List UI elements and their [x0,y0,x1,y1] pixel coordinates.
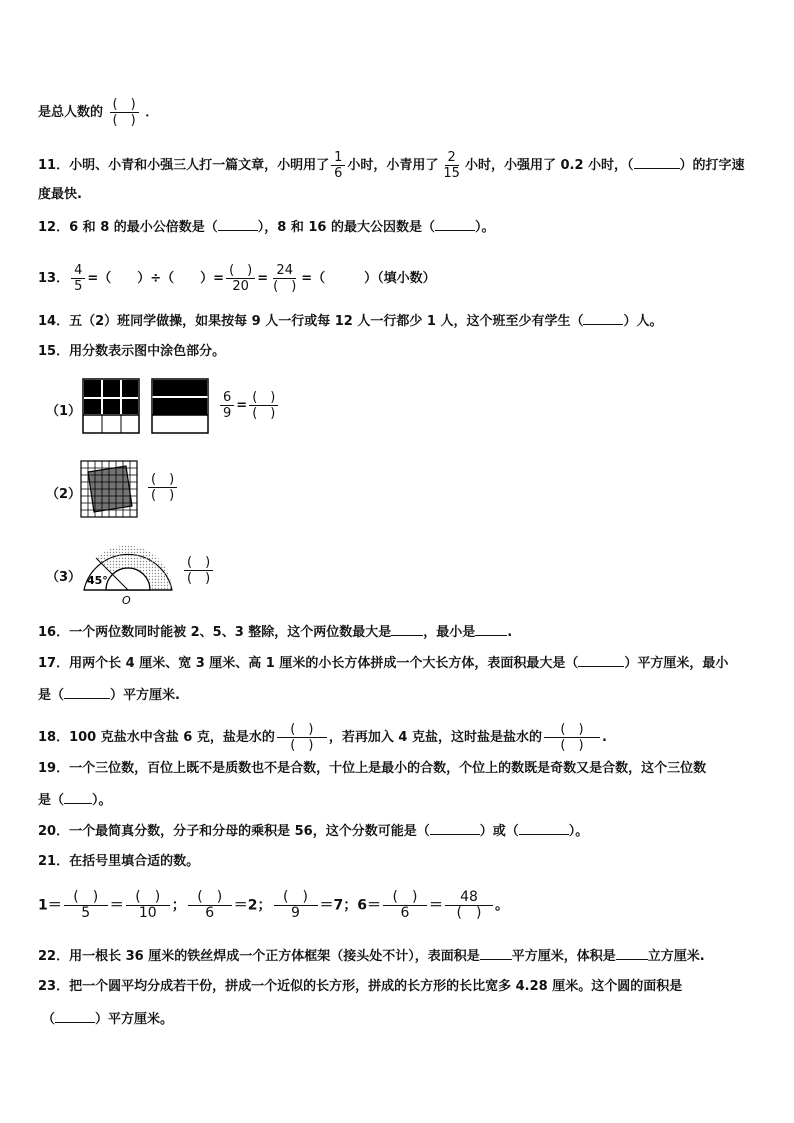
q23-text-b: （ [42,1012,56,1027]
q11-text-c: 小时，小强用了 0.2 小时，（ [464,158,634,173]
q15-2-tilted-square-figure [80,460,138,518]
q19-line [38,760,706,778]
q13-frac1 [71,263,85,294]
q13-label: 13． [38,271,70,286]
q15-1-bar-figure [151,378,209,434]
frac-den: ( ) [560,738,584,753]
frac-den: 9 [223,406,232,421]
q19-text-b: 是（ [38,793,65,808]
q21-equations [38,890,509,921]
q21-eq7: ＝7； [319,897,358,914]
q15-3-answer [182,555,215,586]
q20-blank-2[interactable] [519,822,569,835]
q16-text-a: 16．一个两位数同时能被 2、5、3 整除，这个两位数最大是 [38,625,392,640]
q22-line [38,947,705,966]
q23-line [38,978,682,996]
frac-num: ( ) [148,472,177,488]
q17-line-2 [38,686,180,705]
q21-frac-2[interactable] [126,890,170,921]
frac-den: ( ) [187,571,211,586]
q10-tail-line [38,97,158,128]
q11-frac2 [440,150,463,181]
q15-line [38,343,225,361]
q20-blank-1[interactable] [430,822,480,835]
frac-num: ( ) [110,97,139,113]
q23-text-c: ）平方厘米。 [95,1012,174,1027]
frac-num: ( ) [544,722,600,738]
q19-line-2 [38,791,112,810]
frac-den: ( ) [273,279,297,294]
q23-blank[interactable] [55,1010,95,1023]
q20-text-c: ）。 [568,824,589,839]
frac-den: 15 [443,166,460,181]
q18-answer-frac-1[interactable] [277,722,327,753]
q11-text-a: 11．小明、小青和小强三人打一篇文章，小明用了 [38,158,330,173]
q23-line-2 [42,1010,173,1029]
q16-text-c: . [507,625,513,640]
q15-2-answer-frac[interactable] [148,472,177,503]
q18-text-a: 18．100 克盐水中含盐 6 克，盐是水的 [38,730,275,745]
q12-blank-2[interactable] [435,218,475,231]
q22-blank-2[interactable] [616,947,648,960]
q22-text-b: 平方厘米，体积是 [511,949,616,964]
q15-2-label: （2） [46,487,82,502]
frac-num: ( ) [383,890,427,906]
frac-num: ( ) [188,890,232,906]
q15-2-answer [146,472,179,503]
q21-frac-5[interactable] [383,890,427,921]
q18-text-c: . [601,730,607,745]
q14-line [38,312,663,331]
q13-text-mid: =（ ）÷（ ）= [87,271,225,286]
q21-six: 6＝ [357,897,381,914]
q21-semi: ； [171,897,186,914]
q22-text-a: 22．用一根长 36 厘米的铁丝焊成一个正方体框架（接头处不计），表面积是 [38,949,480,964]
frac-num: 2 [445,150,459,166]
q17-blank-2[interactable] [64,686,110,699]
q17-text-c: 是（ [38,688,65,703]
q15-1-grid-figure [82,378,140,434]
q21-line [38,853,199,871]
q17-text-d: ）平方厘米. [110,688,180,703]
q15-3-angle-label: 45° [87,574,108,587]
frac-num: 6 [220,390,234,406]
q18-text-b: ，若再加入 4 克盐，这时盐是盐水的 [328,730,542,745]
q20-text-a: 20．一个最简真分数，分子和分母的乘积是 56，这个分数可能是（ [38,824,430,839]
q11-text-d: ）的打字速 [679,158,745,173]
q15-3-semicircle-figure [82,530,174,606]
q11-frac1 [331,150,345,181]
frac-num: 24 [273,263,296,279]
q21-eq: ＝ [429,897,443,914]
q13-line: 13． $\frac{4}{5}$ =（ ）÷（ ）= $\frac{( )}{20}$ = $\frac{24}{( )}$ =（ ）（填小数） [38,263,436,294]
q12-text-a: 12．6 和 8 的最小公倍数是（ [38,220,218,235]
q12-blank-1[interactable] [218,218,258,231]
q11-text-line2: 度最快. [38,187,82,202]
q12-text-c: ）。 [474,220,495,235]
q16-line [38,623,512,642]
q15-1-answer: $\frac{6}{9}$ = $\frac{( )}{( )}$ [218,390,280,421]
q10-text: 是总人数的 [38,105,104,120]
q10-answer-fraction[interactable] [110,97,139,128]
frac-num: ( ) [226,263,255,279]
q11-blank[interactable] [634,156,680,169]
frac-den: 6 [334,166,343,181]
frac-den: 5 [81,905,91,921]
frac-num: ( ) [249,390,278,406]
frac-den: 9 [291,905,300,921]
frac-num: ( ) [274,890,318,906]
q16-blank-2[interactable] [475,623,507,636]
q21-eq: ＝ [109,897,124,914]
q17-blank-1[interactable] [578,654,624,667]
q19-text-c: ）。 [92,793,112,808]
frac-den: ( ) [456,905,482,921]
frac-num: ( ) [184,555,213,571]
frac-den: ( ) [290,738,314,753]
q15-3-label: （3） [46,570,82,585]
frac-den: 10 [138,905,157,921]
q15-1-label: （1） [46,404,82,419]
q15-3-answer-frac[interactable] [184,555,213,586]
frac-num: 1 [331,150,345,166]
frac-den: ( ) [151,488,175,503]
frac-num: ( ) [64,890,108,906]
q13-text-tail: =（ ）（填小数） [301,271,436,286]
q12-text-b: ），8 和 16 的最大公因数是（ [257,220,435,235]
q22-blank-1[interactable] [480,947,512,960]
frac-den: 20 [232,279,249,294]
q21-text: 21．在括号里填合适的数。 [38,854,200,869]
q12-line [38,218,495,237]
q15-text: 15．用分数表示图中涂色部分。 [38,344,226,359]
q15-3-center-label: O [122,594,131,606]
q21-end: 。 [495,897,509,914]
q21-frac-4[interactable] [274,890,318,921]
q16-text-b: ，最小是 [423,625,476,640]
q14-text: 14．五（2）班同学做操，如果按每 9 人一行或每 12 人一行都少 1 人，这个班至少有学生（ [38,314,584,329]
q15-1-answer-frac[interactable] [249,390,278,421]
q10-dot: ． [145,105,159,120]
frac-num: 48 [445,890,493,906]
frac-den: 6 [400,905,410,921]
q17-text-b: ）平方厘米，最小 [624,656,729,671]
frac-den: 6 [205,905,215,921]
q18-answer-frac-2[interactable] [544,722,600,753]
q18-line [38,722,607,753]
frac-num: ( ) [277,722,327,738]
q11-text-b: 小时，小青用了 [347,158,439,173]
q14-text-end: ）人。 [623,314,663,329]
q15-1-given-frac [220,390,234,421]
q21-frac-1[interactable] [64,890,108,921]
q16-blank-1[interactable] [391,623,423,636]
q23-text-a: 23．把一个圆平均分成若干份，拼成一个近似的长方形，拼成的长方形的长比宽多 4.28 厘米。这个圆的面积是 [38,979,683,994]
q21-frac-3[interactable] [188,890,232,921]
q17-text-a: 17．用两个长 4 厘米、宽 3 厘米、高 1 厘米的小长方体拼成一个大长方体，表面积最大是（ [38,656,579,671]
q11-line [38,150,745,181]
q13-frac3[interactable] [270,263,299,294]
frac-den: ( ) [252,406,276,421]
q21-one: 1＝ [38,897,62,914]
q20-text-b: ）或（ [479,824,519,839]
q19-blank[interactable] [64,791,92,804]
frac-den: 5 [74,279,83,294]
frac-den: ( ) [112,113,136,128]
q19-text-a: 19．一个三位数，百位上既不是质数也不是合数，十位上是最小的合数，个位上的数既是奇数又是合数，这个三位数 [38,761,707,776]
q13-frac2[interactable] [226,263,255,294]
q14-blank[interactable] [583,312,623,325]
q11-line-2 [38,186,82,204]
q21-eq2: ＝2； [233,897,272,914]
q20-line [38,822,588,841]
q22-text-c: 立方厘米. [647,949,705,964]
q17-line [38,654,728,673]
frac-num: ( ) [126,890,170,906]
frac-num: 4 [71,263,85,279]
q21-frac-6[interactable] [445,890,493,921]
